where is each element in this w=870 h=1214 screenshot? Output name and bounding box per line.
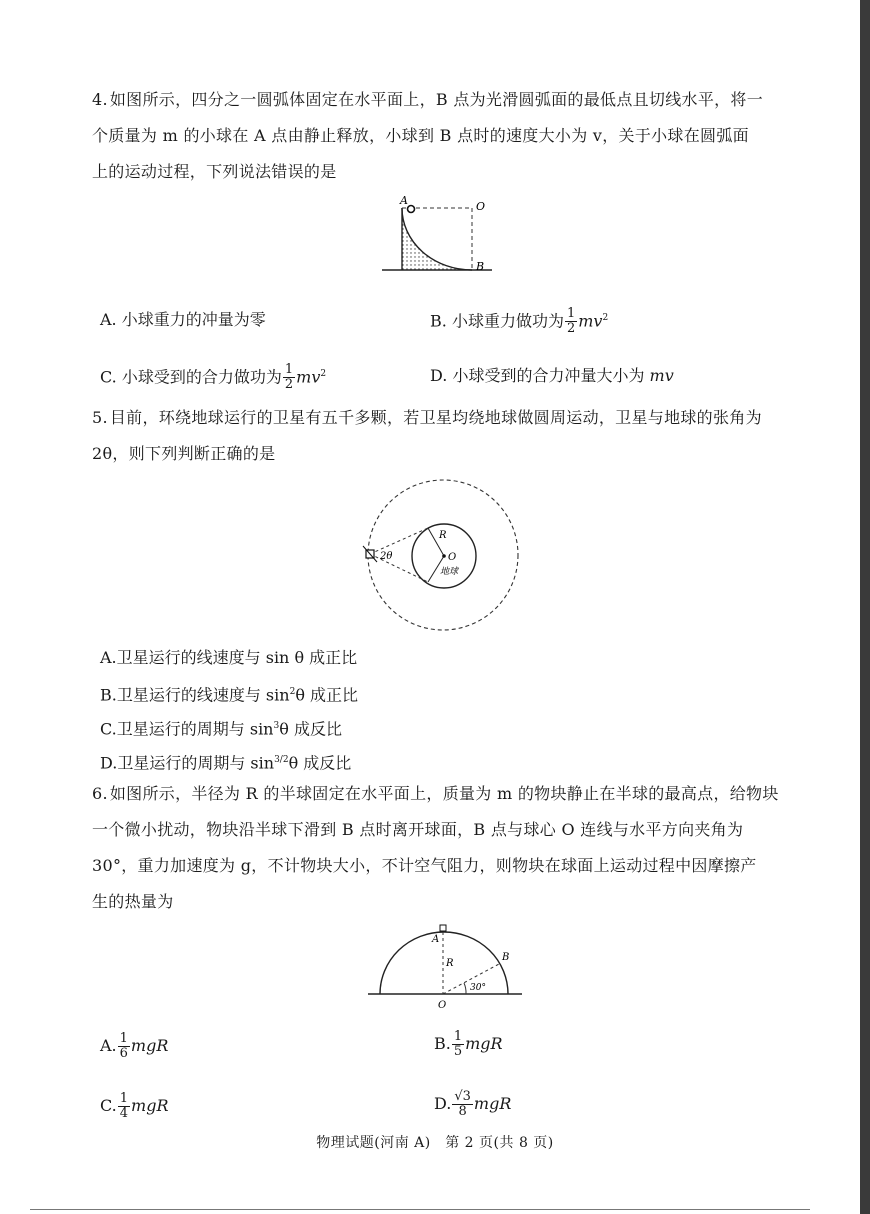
- option-formula: mv: [578, 311, 603, 331]
- option-text: 小球受到的合力做功为: [121, 367, 282, 387]
- q5-option-d[interactable]: [100, 748, 351, 775]
- figure-quarter-arc: [378, 192, 498, 282]
- q4-option-a[interactable]: [100, 308, 266, 332]
- option-formula: mgR: [465, 1034, 503, 1053]
- q4-option-d[interactable]: [430, 364, 674, 388]
- block: [440, 925, 446, 931]
- fraction: $\frac{1}{6}$: [119, 1031, 128, 1061]
- option-formula: mgR: [473, 1094, 512, 1113]
- label-r: R: [439, 530, 447, 541]
- page-footer: 物理试题(河南 A) 第 2 页(共 8 页): [316, 1135, 554, 1151]
- q4-option-b[interactable]: [430, 306, 608, 336]
- label-angle: 2θ: [380, 551, 393, 562]
- option-formula: mv: [649, 366, 674, 385]
- superscript: 2: [602, 313, 609, 323]
- option-text: 卫星运行的周期与 sin: [116, 719, 274, 739]
- question-4: [92, 82, 763, 190]
- question-text-line: 生的热量为: [92, 892, 174, 911]
- q5-option-a[interactable]: [100, 646, 357, 670]
- label-angle: 30°: [470, 983, 486, 993]
- superscript: 3: [273, 721, 280, 731]
- figure-satellite-orbit: [356, 478, 526, 636]
- question-text-line: 如图所示，半径为 R 的半球固定在水平面上，质量为 m 的物块静止在半球的最高点，给物块: [109, 784, 779, 803]
- question-number: 4.: [92, 90, 108, 109]
- label-o: O: [448, 552, 457, 563]
- superscript: 2: [320, 369, 327, 379]
- option-formula: mgR: [130, 1036, 169, 1055]
- fraction: $\frac{√3}{8}$: [454, 1089, 471, 1119]
- q5-option-b[interactable]: [100, 680, 358, 707]
- option-prefix: D.: [430, 366, 448, 385]
- fraction: $\frac{1}{2}$: [284, 362, 294, 393]
- superscript: 3/2: [274, 755, 289, 765]
- question-number: 6.: [92, 784, 108, 803]
- scan-edge: [860, 0, 870, 1214]
- option-text: θ 成正比: [295, 685, 359, 705]
- option-prefix: A.: [100, 310, 117, 329]
- option-prefix: B.: [100, 685, 117, 705]
- tangent-lower: [370, 554, 428, 582]
- label-r: R: [446, 958, 454, 969]
- q6-option-c[interactable]: [100, 1092, 169, 1121]
- label-a: A: [400, 194, 408, 207]
- option-prefix: A.: [100, 1036, 117, 1055]
- option-formula: mv: [296, 367, 321, 387]
- label-b: B: [476, 260, 485, 273]
- q4-option-c[interactable]: [100, 362, 326, 392]
- question-5: [92, 400, 762, 472]
- question-6: [92, 776, 779, 920]
- label-b: B: [502, 952, 510, 963]
- question-text-line: 上的运动过程，下列说法错误的是: [92, 162, 337, 181]
- question-text-line: 一个微小扰动，物块沿半球下滑到 B 点时离开球面，B 点与球心 O 连线与水平方向夹角为: [92, 820, 744, 839]
- option-prefix: C.: [100, 367, 117, 387]
- option-text: θ 成反比: [288, 753, 352, 773]
- angle-arc: [464, 983, 466, 994]
- question-text-line: 30°，重力加速度为 g，不计物块大小，不计空气阻力，则物块在球面上运动过程中因摩擦产: [92, 856, 757, 875]
- option-text: 小球重力做功为: [451, 311, 564, 331]
- ball: [408, 206, 415, 213]
- label-o: O: [476, 200, 486, 213]
- superscript: 2: [289, 687, 296, 697]
- question-text-line: 个质量为 m 的小球在 A 点由静止释放，小球到 B 点时的速度大小为 v，关于小球在圆弧面: [92, 126, 749, 145]
- option-text: 卫星运行的线速度与 sin θ 成正比: [116, 648, 358, 667]
- fraction: $\frac{1}{2}$: [566, 306, 576, 337]
- fraction: $\frac{1}{5}$: [453, 1029, 463, 1059]
- option-prefix: D.: [100, 753, 118, 773]
- option-text: 小球受到的合力冲量大小为: [452, 366, 645, 385]
- q5-option-c[interactable]: [100, 714, 342, 741]
- question-text-line: 如图所示，四分之一圆弧体固定在水平面上，B 点为光滑圆弧面的最低点且切线水平，将一: [109, 90, 764, 109]
- option-prefix: B.: [434, 1034, 451, 1053]
- question-text-line: 目前，环绕地球运行的卫星有五千多颗，若卫星均绕地球做圆周运动，卫星与地球的张角为: [109, 408, 762, 427]
- option-text: 小球重力的冲量为零: [121, 310, 266, 329]
- option-prefix: B.: [430, 311, 447, 331]
- fraction: $\frac{1}{4}$: [119, 1091, 129, 1121]
- label-earth: 地球: [440, 567, 459, 577]
- question-number: 5.: [92, 408, 108, 427]
- question-text-line: 2θ，则下列判断正确的是: [92, 444, 276, 463]
- label-o: O: [438, 1000, 447, 1010]
- figure-hemisphere: [366, 920, 526, 1010]
- option-prefix: C.: [100, 719, 117, 739]
- option-prefix: A.: [100, 648, 117, 667]
- earth-center: [442, 554, 446, 558]
- tangent-upper: [370, 528, 428, 554]
- option-text: θ 成反比: [279, 719, 342, 739]
- hemisphere-arc: [380, 932, 508, 994]
- arc-body: [402, 208, 472, 270]
- option-prefix: D.: [434, 1094, 452, 1113]
- label-a: A: [432, 934, 440, 945]
- option-prefix: C.: [100, 1096, 117, 1115]
- option-text: 卫星运行的周期与 sin: [117, 753, 275, 773]
- scan-bottom-line: [30, 1209, 810, 1210]
- option-text: 卫星运行的线速度与 sin: [116, 685, 290, 705]
- q6-option-a[interactable]: [100, 1032, 168, 1061]
- satellite-panel: [363, 546, 377, 562]
- option-formula: mgR: [131, 1096, 169, 1115]
- q6-option-d[interactable]: [434, 1090, 511, 1119]
- q6-option-b[interactable]: [434, 1030, 503, 1059]
